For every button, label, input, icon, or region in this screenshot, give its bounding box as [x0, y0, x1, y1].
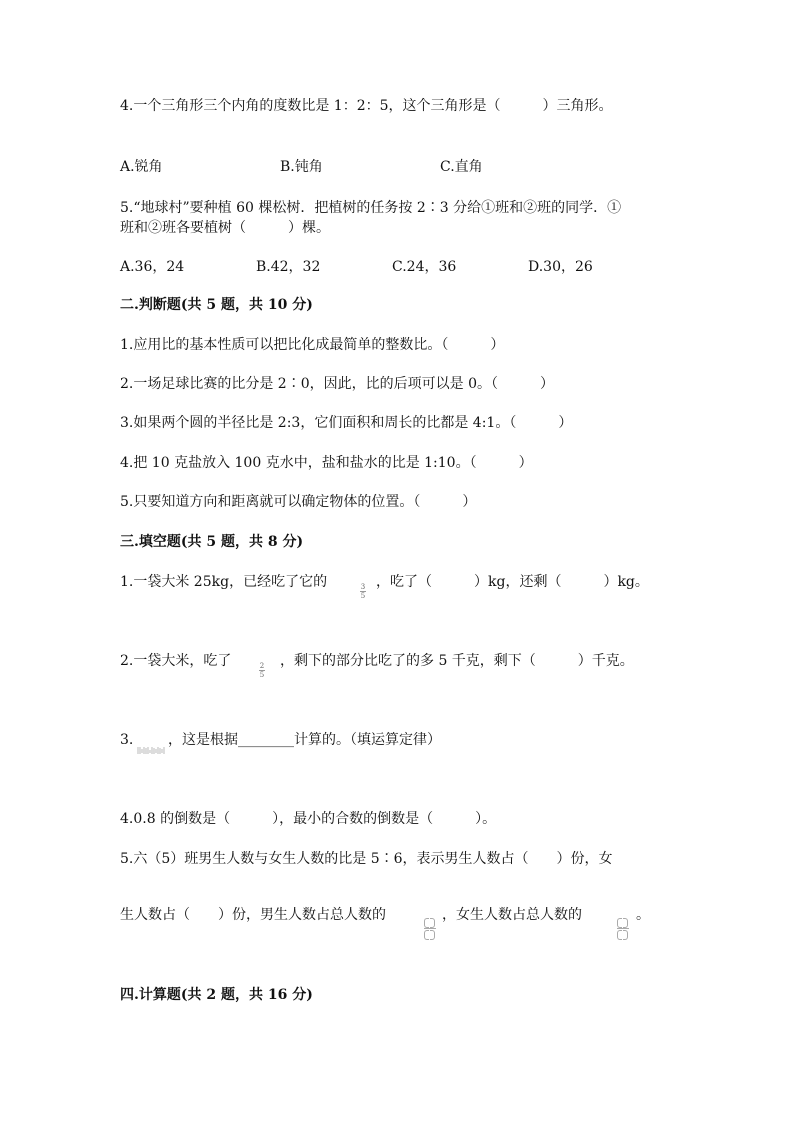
question-4-text: 4.一个三角形三个内角的度数比是 1：2：5，这个三角形是（ ）三角形。: [120, 98, 613, 114]
blank-fraction-boys: [424, 918, 436, 938]
section-3-heading: 三.填空题(共 5 题，共 8 分): [120, 534, 304, 550]
fraction-numerator: 2: [259, 662, 265, 670]
judge-item-2: 2.一场足球比赛的比分是 2∶0，因此，比的后项可以是 0。（ ）: [120, 376, 554, 392]
fraction-numerator: 3: [360, 583, 366, 591]
section-4-heading: 四.计算题(共 2 题，共 16 分): [120, 987, 313, 1003]
q4-option-c: C.直角: [440, 159, 483, 175]
fill-q5-line2-c: 。: [636, 907, 650, 923]
judge-item-3: 3.如果两个圆的半径比是 2:3，它们面积和周长的比都是 4:1。（ ）: [120, 415, 573, 431]
fill-q2-part-a: 2.一袋大米，吃了: [120, 653, 232, 669]
q5-option-a: A.36，24: [120, 259, 185, 275]
fraction-3-5: [360, 584, 366, 599]
fill-q3-text: ，这是根据________计算的。（填运算定律）: [168, 732, 441, 748]
q4-option-b: B.钝角: [280, 159, 323, 175]
fill-q1-part-b: ，吃了（ ）kg，还剩（ ）kg。: [376, 574, 649, 590]
fraction-denominator: 5: [259, 671, 265, 679]
fill-q5-line1: 5.六（5）班男生人数与女生人数的比是 5∶6，表示男生人数占（ ）份，女: [120, 851, 613, 867]
q5-option-d: D.30，26: [528, 259, 593, 275]
fill-q2-part-b: ，剩下的部分比吃了的多 5 千克，剩下（ ）千克。: [280, 653, 634, 669]
q5-option-c: C.24，36: [392, 259, 457, 275]
fill-q1-part-a: 1.一袋大米 25kg，已经吃了它的: [120, 574, 328, 590]
question-5-line1: 5.“地球村”要种植 60 棵松树．把植树的任务按 2∶3 分给①班和②班的同学．①: [120, 200, 622, 216]
fraction-2-5: [259, 663, 265, 678]
fill-q3-number: 3.: [120, 732, 134, 748]
fill-q5-line2-a: 生人数占（ ）份，男生人数占总人数的: [120, 907, 386, 923]
fraction-denominator: 5: [360, 592, 366, 600]
q4-option-a: A.锐角: [120, 159, 163, 175]
judge-item-4: 4.把 10 克盐放入 100 克水中，盐和盐水的比是 1:10。（ ）: [120, 455, 533, 471]
expression-image: [137, 745, 167, 755]
fill-q4-text: 4.0.8 的倒数是（ ），最小的合数的倒数是（ ）。: [120, 811, 497, 827]
section-2-heading: 二.判断题(共 5 题，共 10 分): [120, 297, 313, 313]
fill-q5-line2-b: ，女生人数占总人数的: [442, 907, 582, 923]
judge-item-1: 1.应用比的基本性质可以把比化成最简单的整数比。（ ）: [120, 337, 505, 353]
blank-fraction-girls: [617, 918, 629, 938]
judge-item-5: 5.只要知道方向和距离就可以确定物体的位置。（ ）: [120, 494, 477, 510]
q5-option-b: B.42，32: [256, 259, 321, 275]
question-5-line2: 班和②班各要植树（ ）棵。: [120, 220, 330, 236]
